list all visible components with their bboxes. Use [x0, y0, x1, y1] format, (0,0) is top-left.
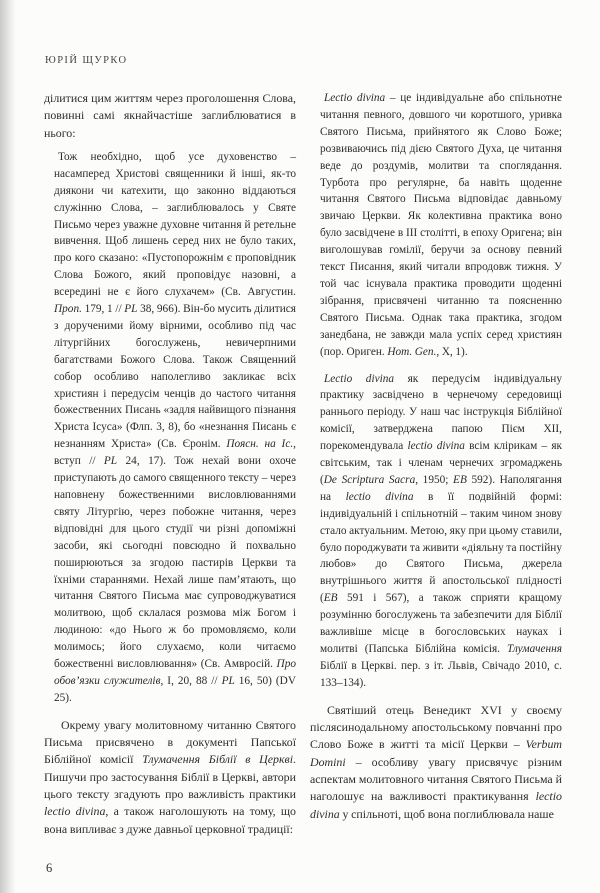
text-paragraph — [44, 717, 296, 838]
italic-text-run: Тлумачення Біблії в Церкві — [142, 752, 294, 767]
text-run: всім клірикам – як світським, так і членам чернечих згромаджень ( — [320, 440, 562, 486]
italic-text-run: Hom. Gen. — [387, 345, 437, 358]
text-run: – особливу увагу присвячує різним аспектам молитовного читання Святого Письма й наголошує на важливості практикування — [310, 754, 562, 804]
text-run: Окрему увагу молитовному читанню Святого Письма присвячено в документі Папської Біблійної комісії — [44, 717, 296, 767]
text-run: як передусім індивідуальну практику засвідчено в чернечому середовищі раннього періоду. У наш час інструкція Біблійної комісії, затверджена папою Пієм XII, порекомендувала — [320, 372, 562, 453]
text-run: Біблії в Церкві. пер. з іт. Львів, Свічадо 2010, с. 133–134). — [320, 659, 562, 689]
italic-text-run: lectio divina — [345, 490, 414, 503]
text-run: , вступ // — [54, 438, 296, 468]
italic-text-run: Lectio divina — [324, 372, 395, 385]
italic-text-run: Verbum Domini — [310, 737, 562, 769]
text-run: , 1950; — [415, 473, 454, 486]
italic-text-run: Тлумачення — [507, 643, 562, 655]
text-run: . Пишучи про застосування Біблії в Церкві, автори цього тексту згадують про важливість практики — [44, 752, 296, 801]
italic-text-run: Lectio divina — [324, 92, 386, 104]
text-run: , I, 20, 88 // — [160, 674, 222, 687]
running-header: ЮРІЙ ЩУРКО — [45, 55, 128, 66]
italic-text-run: De Scriptura Sacra — [323, 473, 416, 486]
italic-text-run: EB — [453, 473, 467, 486]
italic-text-run: PL — [221, 674, 235, 687]
text-run: 16, 50) (DV 25). — [54, 674, 296, 704]
text-run: , X, 1). — [436, 345, 468, 358]
right-text-column — [310, 90, 562, 860]
italic-text-run: Поясн. на Іс. — [226, 438, 294, 451]
text-paragraph — [44, 90, 296, 142]
text-paragraph — [310, 371, 562, 692]
page-edge-shadow — [0, 0, 16, 893]
text-run: 38, 966). Він-бо мусить ділитися з дорученими йому вірними, особливо під час літургійних богослужень, невичерпними багатствами Божого Слова. Також Священний собор особливо наполегливо закликає всіх християн і передусім ченців до частого читання божественних Писань «задля найвищого пізнання Христа Ісуса» (Флп. 3, 8), бо «незнання Писань є незнанням Христа» (Св. Єронім. — [54, 303, 297, 451]
italic-text-run: lectio divina — [407, 440, 465, 453]
italic-text-run: PL — [103, 455, 118, 468]
text-run: в її подвійній формі: індивідуальній і спільнотній – таким чином знову стало актуальним. Метою, яку при цьому ставили, було породжувати та живити «діяльну та постійну любов» до Святого Письма, джерела внутрішнього життя й апостольської плідності ( — [320, 490, 562, 605]
italic-text-run: lectio divina — [44, 804, 106, 819]
text-run: 591 і 567), а також сприяти кращому розумінню богослужень та забезпечити для Біблії важливіше місце в богословських науках і молитві (Папська Біблійна комісія. — [320, 592, 562, 655]
page-number: 6 — [46, 861, 53, 875]
text-run: 24, 17). Тож нехай вони охоче приступають до самого священного тексту – через наповнену божественними висловлюваннями святу Літургію, через побожне читання, через відповідні для цього студії чи різні допоміжні засоби, які сьогодні повсюдно й похвально поширюються за згодою пастирів Церкви та їхніми стараннями. Нехай лише пам’ятають, що читання Святого Письма має супроводжуватися молитвою, щоб склалася розмова між Богом і людиною: «до Нього ж бо промовляємо, коли молимось; його слухаємо, коли читаємо божественні висловлювання» (Св. Амвросій. — [54, 455, 296, 671]
text-block — [44, 90, 562, 860]
left-text-column — [44, 90, 296, 860]
italic-text-run: lectio divina — [310, 789, 562, 821]
text-run: – це індивідуальне або спільнотне читання певного, довшого чи коротшого, уривка Святого Письма, прийнятого як Слово Боже; розвиваючись під дією Святого Духа, це читання веде до роздумів, молитви та споглядання. Турбота про регулярне, ба навіть щоденне читання Святого Письма відповідає давньому звичаю Церкви. Як колективна практика воно було засвідчене в III столітті, в епоху Оригена; він виголошував гомілії, беручи за основу певний текст Писання, який читали впродовж тижня. У той час існувала практика проводити щоденні зібрання, присвячені читанню та поясненню Святого Письма. Однак така практика, згодом занедбана, не завжди мала успіх серед християн (пор. Ориген. — [320, 92, 562, 358]
text-paragraph — [310, 90, 562, 361]
text-run: Святіший отець Венедикт XVI у своєму післясинодальному апостольському повчанні про Слово Боже в житті та місії Церкви – — [310, 702, 562, 752]
text-run: у спільноті, щоб вона поглиблювала наше — [339, 806, 554, 821]
italic-text-run: PL — [124, 303, 138, 316]
text-run: 179, 1 // — [81, 303, 125, 316]
text-run: 592). Наполягання на — [320, 473, 562, 503]
italic-text-run: Проп. — [54, 303, 82, 316]
text-paragraph — [310, 702, 562, 823]
text-run: Тож необхідно, щоб усе духовенство – насамперед Христові священники й інші, як-то диякони чи катехити, що законно віддаються служінню Слова, – заглиблювалось у Святе Письмо через уважне духовне читання й ретельне вивчення. Щоб лишень серед них не було таких, про кого сказано: «Пустопорожнім є проповідник Слова Божого, який проповідує назовні, а всередині не є його слухачем» (Св. Августин. — [54, 150, 296, 299]
text-paragraph — [44, 149, 296, 707]
text-run: , а також наголошують на тому, що вона випливає з дуже давньої церковної традиції: — [44, 804, 296, 836]
text-run: ділитися цим життям через проголошення Слова, повинні самі якнайчастіше заглиблюватися в нього: — [44, 91, 296, 140]
italic-text-run: EB — [323, 592, 338, 605]
italic-text-run: Про обов’язки служителів — [54, 658, 296, 687]
